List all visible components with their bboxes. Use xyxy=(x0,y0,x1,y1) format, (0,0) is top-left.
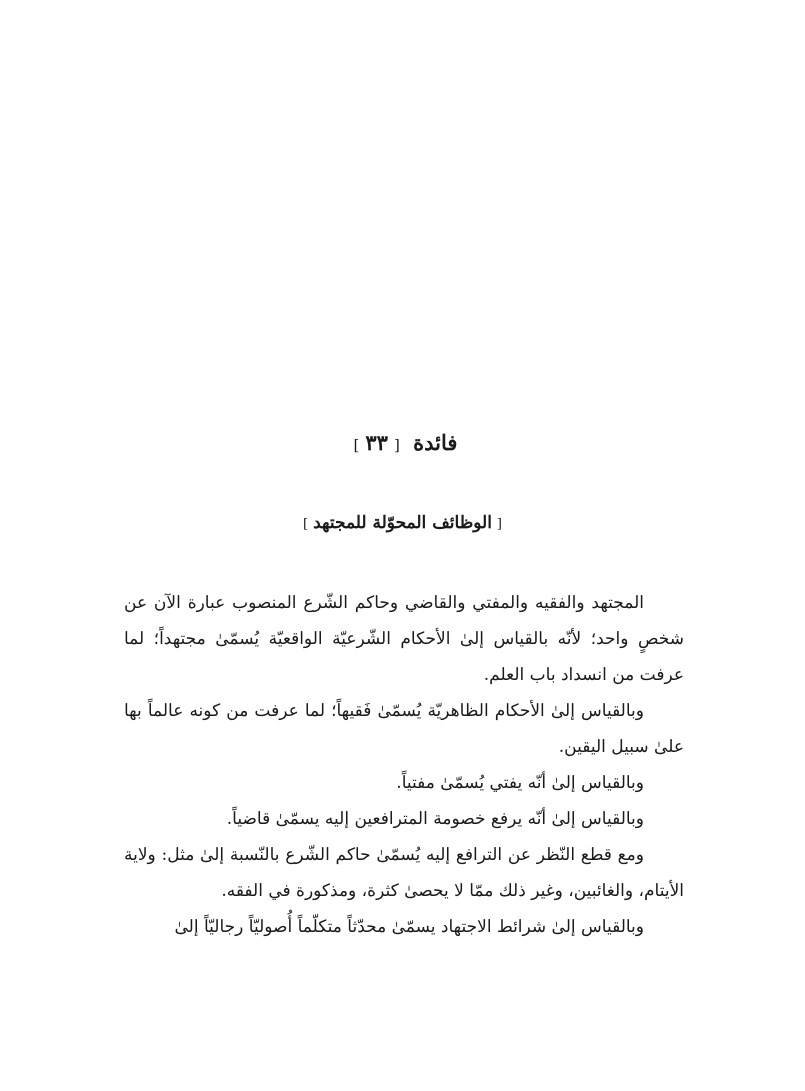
paragraph: وبالقياس إلىٰ أنّه يفتي يُسمّىٰ مفتياً. xyxy=(396,773,644,793)
section-heading xyxy=(0,430,805,455)
heading-number: ٣٣ xyxy=(365,430,388,455)
body-text xyxy=(124,585,684,945)
heading-title: فائدة xyxy=(413,430,458,455)
paragraph: وبالقياس إلىٰ شرائط الاجتهاد يسمّىٰ محدّثاً متكلّماً أُصوليّاً رجاليّاً إلىٰ xyxy=(174,917,644,937)
heading-bracket-close: ] xyxy=(353,436,360,454)
subheading-bracket-open: [ xyxy=(496,517,502,532)
heading-bracket-open: [ xyxy=(393,436,400,454)
subheading-text: الوظائف المحوّلة للمجتهد xyxy=(313,513,492,533)
section-subheading xyxy=(0,513,805,533)
paragraph: المجتهد والفقيه والمفتي والقاضي وحاكم الشّرع المنصوب عبارة الآن عن شخصٍ واحد؛ لأنّه بالقياس إلىٰ الأحكام الشّرعيّة الواقعيّة يُسمّىٰ مجتهداً؛ لما عرفت من انسداد باب العلم. xyxy=(124,593,684,685)
paragraph: وبالقياس إلىٰ أنّه يرفع خصومة المترافعين إليه يسمّىٰ قاضياً. xyxy=(226,809,644,829)
subheading-bracket-close: ] xyxy=(303,517,309,532)
paragraph: ومع قطع النّظر عن الترافع إليه يُسمّىٰ حاكم الشّرع بالنّسبة إلىٰ مثل: ولاية الأيتام، والغائبين، وغير ذلك ممّا لا يحصىٰ كثرة، ومذكورة في الفقه. xyxy=(124,845,684,901)
paragraph: وبالقياس إلىٰ الأحكام الظاهريّة يُسمّىٰ فَقيهاً؛ لما عرفت من كونه عالماً بها علىٰ سبيل اليقين. xyxy=(124,701,684,757)
